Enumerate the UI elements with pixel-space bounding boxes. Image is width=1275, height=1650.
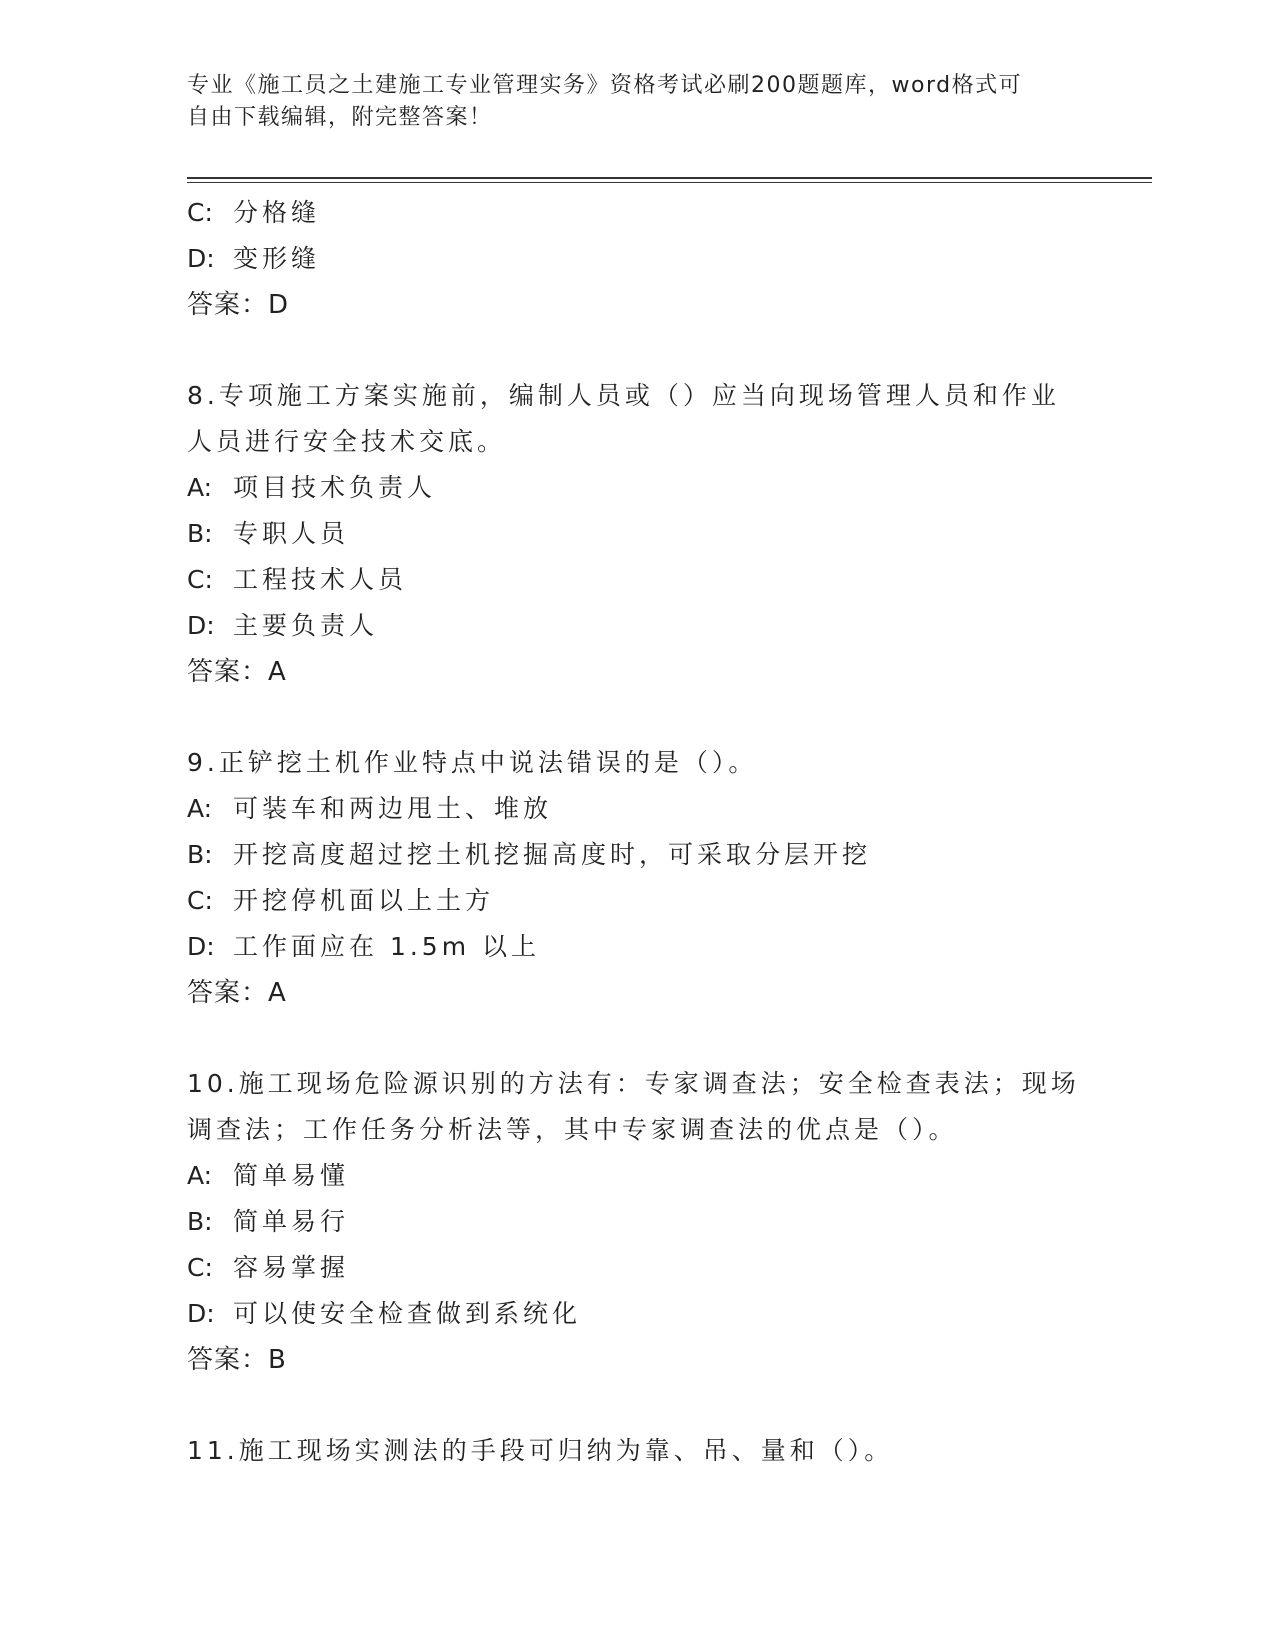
header-line-1: 专业《施工员之土建施工专业管理实务》资格考试必刷200题题库，word格式可	[187, 73, 1023, 98]
question-stem-line: 10.施工现场危险源识别的方法有：专家调查法；安全检查表法；现场	[187, 1069, 1080, 1098]
question-8	[187, 373, 1147, 695]
option-d: D: 主要负责人	[187, 611, 379, 640]
option-a: A: 项目技术负责人	[187, 473, 437, 502]
question-stem-line: 人员进行安全技术交底。	[187, 427, 507, 456]
option-c: C: 分格缝	[187, 198, 321, 227]
header-divider-thick	[187, 177, 1152, 179]
question-stem-line: 11.施工现场实测法的手段可归纳为靠、吊、量和（）。	[187, 1436, 894, 1465]
question-stem-line: 9.正铲挖土机作业特点中说法错误的是（）。	[187, 748, 758, 777]
answer-line: 答案：D	[187, 290, 290, 320]
option-d: D: 变形缝	[187, 244, 321, 273]
option-a: A: 简单易懂	[187, 1161, 350, 1190]
question-9	[187, 740, 1147, 1016]
header-divider-thin	[187, 182, 1152, 183]
option-d: D: 工作面应在 1.5m 以上	[187, 932, 541, 961]
answer-line: 答案：A	[187, 657, 287, 687]
question-stem-line: 调查法；工作任务分析法等，其中专家调查法的优点是（）。	[187, 1115, 958, 1144]
answer-line: 答案：A	[187, 978, 287, 1008]
header-line-2: 自由下载编辑，附完整答案！	[187, 105, 493, 130]
question-10	[187, 1061, 1147, 1383]
document-body	[187, 190, 1147, 1474]
option-c: C: 开挖停机面以上土方	[187, 886, 495, 915]
document-header	[187, 70, 1087, 134]
option-b: B: 开挖高度超过挖土机挖掘高度时，可采取分层开挖	[187, 840, 872, 869]
question-stem-line: 8.专项施工方案实施前，编制人员或（）应当向现场管理人员和作业	[187, 381, 1060, 410]
option-c: C: 工程技术人员	[187, 565, 408, 594]
prev-question-options	[187, 190, 1147, 282]
option-c: C: 容易掌握	[187, 1253, 350, 1282]
option-b: B: 专职人员	[187, 519, 350, 548]
option-d: D: 可以使安全检查做到系统化	[187, 1299, 582, 1328]
option-b: B: 简单易行	[187, 1207, 350, 1236]
answer-line: 答案：B	[187, 1345, 287, 1375]
option-a: A: 可装车和两边甩土、堆放	[187, 794, 553, 823]
question-11	[187, 1428, 1147, 1474]
